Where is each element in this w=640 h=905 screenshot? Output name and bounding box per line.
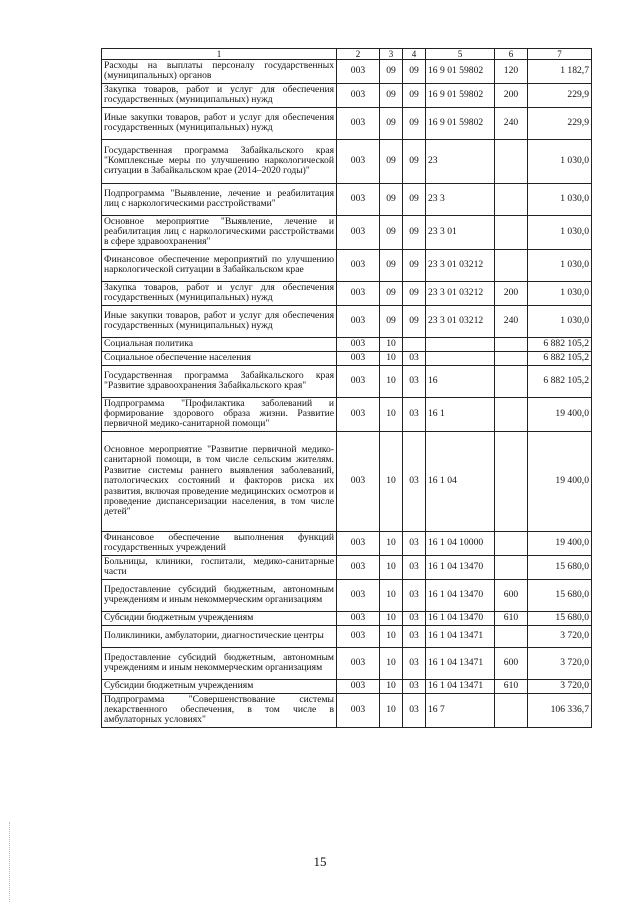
row-amount: 3 720,0 [528, 647, 592, 679]
row-name: Основное мероприятие "Развитие первичной медико-санитарной помощи, в том числе сельским жителям. Развитие системы раннего выявления заболеваний, патологических состояний и факторов риска их развития, включая проведение медицинских осмотров и проведение диспансеризации населения, в том числе детей" [102, 431, 337, 531]
row-name: Закупка товаров, работ и услуг для обеспечения государственных (муниципальных) нужд [102, 281, 337, 305]
table-row [102, 431, 592, 531]
row-expense-type [495, 555, 528, 579]
row-section-code: 10 [380, 693, 403, 727]
row-grbs-code: 003 [337, 183, 380, 215]
table-row [102, 139, 592, 183]
row-subsection-code: 03 [403, 625, 426, 647]
column-number: 1 [102, 49, 337, 60]
row-name: Иные закупки товаров, работ и услуг для обеспечения государственных (муниципальных) нужд [102, 305, 337, 337]
row-expense-type: 240 [495, 305, 528, 337]
row-section-code: 10 [380, 625, 403, 647]
row-expense-type [495, 397, 528, 431]
row-amount: 19 400,0 [528, 531, 592, 555]
row-name: Субсидии бюджетным учреждениям [102, 679, 337, 693]
row-grbs-code: 003 [337, 215, 380, 249]
column-number: 5 [426, 49, 495, 60]
row-name: Финансовое обеспечение выполнения функций государственных учреждений [102, 531, 337, 555]
row-expense-type [495, 531, 528, 555]
row-name: Поликлиники, амбулатории, диагностические центры [102, 625, 337, 647]
table-row [102, 107, 592, 139]
row-amount: 19 400,0 [528, 397, 592, 431]
row-expense-type: 600 [495, 579, 528, 611]
row-grbs-code: 003 [337, 337, 380, 351]
row-grbs-code: 003 [337, 249, 380, 281]
row-expense-type [495, 183, 528, 215]
row-expense-type [495, 625, 528, 647]
table-row [102, 365, 592, 397]
row-grbs-code: 003 [337, 365, 380, 397]
table-row [102, 60, 592, 84]
row-section-code: 10 [380, 555, 403, 579]
row-amount: 1 030,0 [528, 215, 592, 249]
row-grbs-code: 003 [337, 305, 380, 337]
column-number-row [102, 49, 592, 60]
page-number: 15 [313, 854, 327, 869]
row-grbs-code: 003 [337, 431, 380, 531]
row-expense-type: 200 [495, 83, 528, 107]
row-section-code: 10 [380, 397, 403, 431]
row-expense-type: 600 [495, 647, 528, 679]
row-amount: 6 882 105,2 [528, 365, 592, 397]
row-amount: 1 030,0 [528, 183, 592, 215]
row-name: Субсидии бюджетным учреждениям [102, 611, 337, 625]
row-target-article: 16 1 04 13470 [426, 579, 495, 611]
row-target-article: 23 3 [426, 183, 495, 215]
column-number: 7 [528, 49, 592, 60]
row-subsection-code [403, 337, 426, 351]
row-section-code: 09 [380, 281, 403, 305]
row-grbs-code: 003 [337, 351, 380, 365]
row-amount: 1 182,7 [528, 60, 592, 84]
row-expense-type [495, 139, 528, 183]
row-name: Подпрограмма "Выявление, лечение и реабилитация лиц с наркологическими расстройствами" [102, 183, 337, 215]
row-name: Финансовое обеспечение мероприятий по улучшению наркологической ситуации в Забайкальском крае [102, 249, 337, 281]
row-section-code: 10 [380, 351, 403, 365]
row-target-article [426, 337, 495, 351]
row-target-article: 23 3 01 03212 [426, 305, 495, 337]
row-subsection-code: 09 [403, 83, 426, 107]
row-expense-type [495, 337, 528, 351]
row-name: Основное мероприятие "Выявление, лечение и реабилитация лиц с наркологическими расстройствами в сфере здравоохранения" [102, 215, 337, 249]
table-row [102, 351, 592, 365]
row-expense-type [495, 215, 528, 249]
row-target-article: 16 1 04 13470 [426, 611, 495, 625]
table-row [102, 215, 592, 249]
budget-allocation-table [101, 48, 592, 728]
row-target-article: 16 [426, 365, 495, 397]
row-subsection-code: 03 [403, 679, 426, 693]
row-name: Больницы, клиники, госпитали, медико-санитарные части [102, 555, 337, 579]
row-amount: 1 030,0 [528, 139, 592, 183]
row-section-code: 10 [380, 647, 403, 679]
row-grbs-code: 003 [337, 83, 380, 107]
row-grbs-code: 003 [337, 693, 380, 727]
row-target-article: 16 1 04 [426, 431, 495, 531]
row-grbs-code: 003 [337, 139, 380, 183]
row-subsection-code: 03 [403, 611, 426, 625]
row-expense-type: 240 [495, 107, 528, 139]
row-grbs-code: 003 [337, 679, 380, 693]
row-subsection-code: 09 [403, 215, 426, 249]
row-name: Социальная политика [102, 337, 337, 351]
row-target-article: 16 1 04 13471 [426, 625, 495, 647]
column-number: 4 [403, 49, 426, 60]
row-section-code: 09 [380, 183, 403, 215]
row-section-code: 10 [380, 431, 403, 531]
table-row [102, 281, 592, 305]
row-grbs-code: 003 [337, 625, 380, 647]
table-row [102, 693, 592, 727]
row-grbs-code: 003 [337, 107, 380, 139]
row-target-article [426, 351, 495, 365]
row-name: Предоставление субсидий бюджетным, автономным учреждениям и иным некоммерческим организациям [102, 579, 337, 611]
row-subsection-code: 03 [403, 531, 426, 555]
row-subsection-code: 03 [403, 555, 426, 579]
row-section-code: 09 [380, 215, 403, 249]
row-expense-type [495, 365, 528, 397]
row-subsection-code: 09 [403, 305, 426, 337]
row-target-article: 16 1 04 13470 [426, 555, 495, 579]
row-grbs-code: 003 [337, 531, 380, 555]
row-target-article: 16 9 01 59802 [426, 83, 495, 107]
row-subsection-code: 09 [403, 183, 426, 215]
row-amount: 15 680,0 [528, 579, 592, 611]
row-target-article: 16 1 04 13471 [426, 679, 495, 693]
table-row [102, 531, 592, 555]
scan-margin-mark [9, 822, 10, 902]
table-row [102, 625, 592, 647]
row-amount: 229,9 [528, 107, 592, 139]
row-section-code: 10 [380, 579, 403, 611]
table-row [102, 611, 592, 625]
table-row [102, 397, 592, 431]
row-expense-type [495, 693, 528, 727]
row-expense-type: 200 [495, 281, 528, 305]
row-section-code: 09 [380, 107, 403, 139]
row-subsection-code: 03 [403, 693, 426, 727]
row-subsection-code: 09 [403, 281, 426, 305]
table-row [102, 555, 592, 579]
row-grbs-code: 003 [337, 397, 380, 431]
column-number: 6 [495, 49, 528, 60]
row-name: Социальное обеспечение населения [102, 351, 337, 365]
row-subsection-code: 09 [403, 249, 426, 281]
row-name: Закупка товаров, работ и услуг для обеспечения государственных (муниципальных) нужд [102, 83, 337, 107]
budget-table-sheet [101, 48, 591, 728]
row-subsection-code: 03 [403, 579, 426, 611]
row-target-article: 16 9 01 59802 [426, 107, 495, 139]
table-row [102, 579, 592, 611]
row-section-code: 09 [380, 249, 403, 281]
row-name: Государственная программа Забайкальского края "Комплексные меры по улучшению наркологической ситуации в Забайкальском крае (2014–2020 годы)" [102, 139, 337, 183]
row-target-article: 16 1 04 13471 [426, 647, 495, 679]
row-amount: 229,9 [528, 83, 592, 107]
row-subsection-code: 09 [403, 60, 426, 84]
row-expense-type [495, 351, 528, 365]
row-expense-type: 610 [495, 679, 528, 693]
row-name: Иные закупки товаров, работ и услуг для обеспечения государственных (муниципальных) нужд [102, 107, 337, 139]
row-section-code: 09 [380, 83, 403, 107]
row-target-article: 23 3 01 [426, 215, 495, 249]
row-expense-type: 610 [495, 611, 528, 625]
row-name: Подпрограмма "Совершенствование системы лекарственного обеспечения, в том числе в амбулаторных условиях" [102, 693, 337, 727]
row-subsection-code: 03 [403, 397, 426, 431]
table-row [102, 183, 592, 215]
row-target-article: 16 9 01 59802 [426, 60, 495, 84]
row-section-code: 10 [380, 679, 403, 693]
row-subsection-code: 03 [403, 351, 426, 365]
row-grbs-code: 003 [337, 579, 380, 611]
row-expense-type [495, 249, 528, 281]
row-amount: 106 336,7 [528, 693, 592, 727]
row-subsection-code: 03 [403, 647, 426, 679]
row-amount: 3 720,0 [528, 679, 592, 693]
row-section-code: 10 [380, 531, 403, 555]
row-grbs-code: 003 [337, 555, 380, 579]
table-row [102, 305, 592, 337]
row-section-code: 10 [380, 611, 403, 625]
table-row [102, 249, 592, 281]
row-section-code: 09 [380, 139, 403, 183]
row-target-article: 16 1 04 10000 [426, 531, 495, 555]
row-name: Расходы на выплаты персоналу государственных (муниципальных) органов [102, 60, 337, 84]
row-amount: 1 030,0 [528, 249, 592, 281]
row-grbs-code: 003 [337, 281, 380, 305]
row-subsection-code: 03 [403, 365, 426, 397]
row-name: Подпрограмма "Профилактика заболеваний и формирование здорового образа жизни. Развитие первичной медико-санитарной помощи" [102, 397, 337, 431]
row-target-article: 23 [426, 139, 495, 183]
column-number: 3 [380, 49, 403, 60]
row-target-article: 16 7 [426, 693, 495, 727]
row-amount: 3 720,0 [528, 625, 592, 647]
row-amount: 6 882 105,2 [528, 337, 592, 351]
table-row [102, 679, 592, 693]
row-subsection-code: 09 [403, 139, 426, 183]
row-amount: 6 882 105,2 [528, 351, 592, 365]
row-amount: 15 680,0 [528, 611, 592, 625]
row-target-article: 16 1 [426, 397, 495, 431]
row-amount: 1 030,0 [528, 305, 592, 337]
row-expense-type: 120 [495, 60, 528, 84]
column-number: 2 [337, 49, 380, 60]
row-name: Государственная программа Забайкальского края "Развитие здравоохранения Забайкальского края" [102, 365, 337, 397]
row-target-article: 23 3 01 03212 [426, 249, 495, 281]
row-section-code: 09 [380, 60, 403, 84]
row-subsection-code: 03 [403, 431, 426, 531]
row-grbs-code: 003 [337, 60, 380, 84]
row-name: Предоставление субсидий бюджетным, автономным учреждениям и иным некоммерческим организациям [102, 647, 337, 679]
row-amount: 19 400,0 [528, 431, 592, 531]
row-section-code: 10 [380, 337, 403, 351]
table-row [102, 647, 592, 679]
row-amount: 15 680,0 [528, 555, 592, 579]
table-row [102, 337, 592, 351]
row-grbs-code: 003 [337, 647, 380, 679]
row-target-article: 23 3 01 03212 [426, 281, 495, 305]
row-expense-type [495, 431, 528, 531]
row-subsection-code: 09 [403, 107, 426, 139]
row-grbs-code: 003 [337, 611, 380, 625]
row-section-code: 09 [380, 305, 403, 337]
table-row [102, 83, 592, 107]
row-amount: 1 030,0 [528, 281, 592, 305]
row-section-code: 10 [380, 365, 403, 397]
